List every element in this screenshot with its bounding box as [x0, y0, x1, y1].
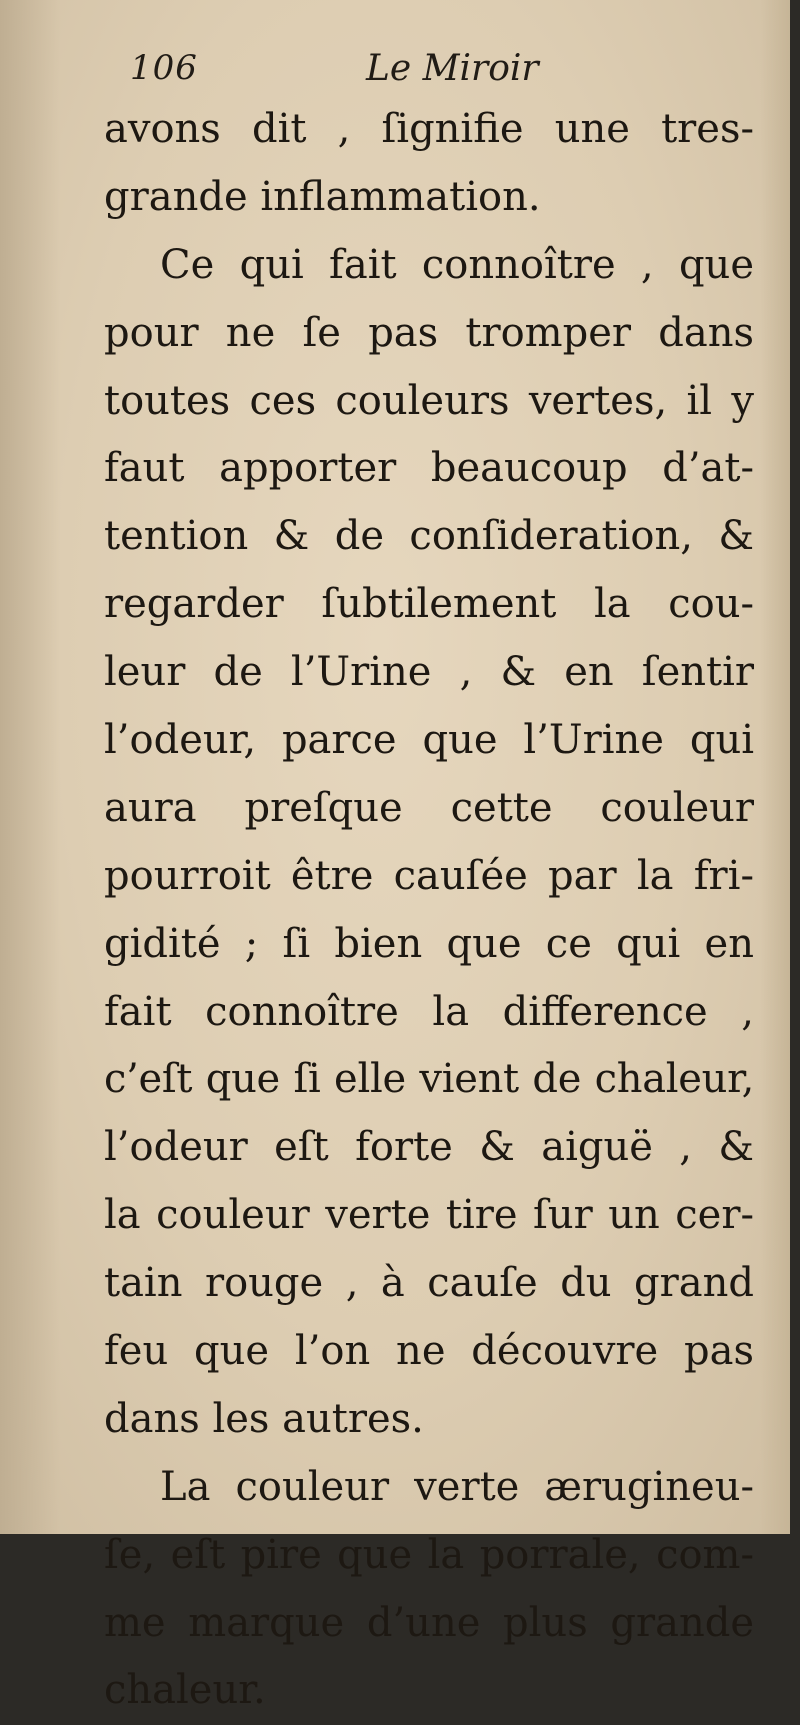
text-line: dans les autres.: [104, 1395, 424, 1442]
text-line: ſe, eſt pire que la porrale, com-: [104, 1531, 754, 1578]
text-line: la couleur verte tire ſur un cer-: [104, 1192, 754, 1239]
text-line: avons dit , ſignifie une tres-: [104, 106, 754, 152]
text-line: pourroit être cauſée par la fri-: [104, 852, 754, 899]
text-line: leur de l’Urine , & en ſentir: [104, 649, 754, 696]
text-line: me marque d’une plus grande: [104, 1599, 754, 1646]
text-line: chaleur.: [104, 1667, 266, 1714]
text-line: l’odeur, parce que l’Urine qui: [104, 717, 754, 764]
text-line: l’odeur eſt forte & aiguë , &: [104, 1124, 754, 1171]
text-line: La couleur verte ærugineu-: [160, 1463, 754, 1510]
page-edge-shadow: [760, 0, 790, 1534]
text-line: Ce qui fait connoître , que: [160, 241, 754, 288]
text-line: pour ne ſe pas tromper dans: [104, 309, 754, 356]
text-line: tain rouge , à cauſe du grand: [104, 1260, 754, 1307]
text-line: regarder ſubtilement la cou-: [104, 581, 754, 628]
page-gutter-shadow: [0, 0, 60, 1534]
text-line: fait connoître la difference ,: [104, 988, 754, 1035]
body-text: [104, 96, 754, 1725]
text-line: feu que l’on ne découvre pas: [104, 1328, 754, 1375]
page-number: 106: [130, 48, 198, 88]
text-line: grande inflammation.: [104, 173, 541, 220]
running-title: Le Miroir: [366, 48, 539, 89]
text-line: toutes ces couleurs vertes, il y: [104, 377, 754, 424]
text-line: aura preſque cette couleur: [104, 784, 754, 831]
text-line: faut apporter beaucoup d’at-: [104, 445, 754, 492]
text-line: c’eſt que ſi elle vient de chaleur,: [104, 1056, 754, 1103]
page-header: [130, 48, 650, 98]
text-line: gidité ; ſi bien que ce qui en: [104, 920, 754, 967]
text-line: tention & de conſideration, &: [104, 513, 754, 560]
